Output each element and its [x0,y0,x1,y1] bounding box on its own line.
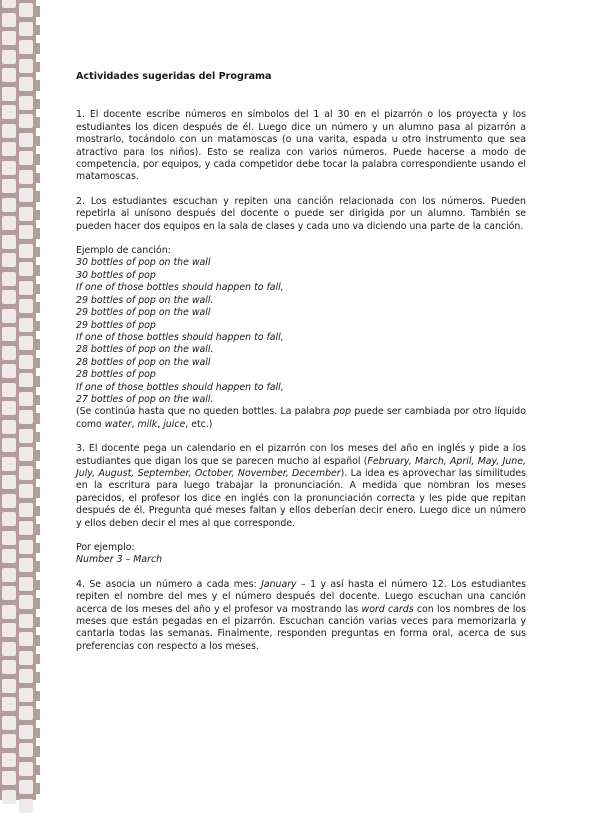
strip-square [19,614,33,628]
song-lines [76,257,526,406]
strip-notch [36,202,42,210]
strip-square [2,179,16,193]
strip-square [2,623,16,637]
strip-notch [36,17,42,25]
strip-notch [36,683,42,691]
strip-square [2,605,16,619]
strip-square [2,457,16,471]
strip-square [2,327,16,341]
strip-notch [36,461,42,469]
strip-notch [36,257,42,265]
strip-square [2,253,16,267]
strip-square [19,762,33,776]
strip-notch [36,553,42,561]
strip-square [19,447,33,461]
strip-square [19,725,33,739]
strip-square [19,392,33,406]
strip-square [2,142,16,156]
song-line: If one of those bottles should happen to fall, [76,331,284,343]
strip-notch [36,701,42,709]
strip-square [19,503,33,517]
strip-square [19,484,33,498]
strip-square [19,262,33,276]
strip-square [19,170,33,184]
strip-square [19,336,33,350]
song-line: If one of those bottles should happen to fall, [76,282,284,294]
strip-square [2,13,16,27]
strip-notch [36,664,42,672]
strip-square [19,40,33,54]
song-line: 30 bottles of pop [76,269,156,281]
strip-notch [36,590,42,598]
document-body [76,71,526,665]
strip-square [2,753,16,767]
strip-notch [36,350,42,358]
strip-square [2,642,16,656]
strip-square [2,494,16,508]
strip-notch [36,738,42,746]
strip-square [19,244,33,258]
strip-square [19,521,33,535]
strip-square [19,96,33,110]
strip-notch [36,535,42,543]
strip-square [19,429,33,443]
strip-square [19,22,33,36]
strip-square [2,87,16,101]
song-line: 29 bottles of pop on the wall. [76,294,214,306]
strip-square [19,558,33,572]
strip-square [2,309,16,323]
document-title: Actividades sugeridas del Programa [76,71,272,82]
activity-1: 1. El docente escribe números en símbolos del 1 al 30 en el pizarrón o los proyecta y los estudiantes los dicen después de él. Luego dice un número y un alumno pasa al pizarrón a mostrarlo, tocándolo con un matamoscas (o una varita, espada u otro instrumento que sea atractivo para los niños). Esto se realiza con varios números. Puede hacerse a modo de competencia, por equipos, y cada competidor debe tocar la palabra correspondiente usando el matamoscas. [76,109,526,183]
strip-notch [36,498,42,506]
strip-square [2,660,16,674]
strip-square [2,475,16,489]
strip-square [19,318,33,332]
decorative-border-strip [0,0,40,800]
strip-square [19,595,33,609]
strip-square [2,161,16,175]
strip-square [2,568,16,582]
strip-square [2,771,16,785]
song-line: 29 bottles of pop [76,319,156,331]
strip-square [2,383,16,397]
strip-notch [36,516,42,524]
strip-square [19,651,33,665]
strip-square [2,364,16,378]
strip-square [2,198,16,212]
strip-square [2,290,16,304]
strip-square [2,124,16,138]
strip-square [19,188,33,202]
song-line: 29 bottles of pop on the wall [76,307,211,319]
strip-notch [36,128,42,136]
strip-square [19,299,33,313]
strip-notch [36,54,42,62]
strip-square [19,133,33,147]
example-block [76,542,526,567]
strip-square [2,420,16,434]
strip-square [19,540,33,554]
strip-square [2,679,16,693]
strip-square [19,114,33,128]
strip-square [19,743,33,757]
strip-square [19,59,33,73]
strip-notch [36,757,42,765]
strip-square [2,235,16,249]
strip-square [2,438,16,452]
song-line: If one of those bottles should happen to fall, [76,381,284,393]
strip-notch [36,424,42,432]
strip-notch [36,368,42,376]
strip-notch [36,239,42,247]
strip-notch [36,0,42,6]
example-line: Number 3 – March [76,554,163,566]
strip-square [19,466,33,480]
strip-notch [36,720,42,728]
strip-square [2,31,16,45]
strip-square [19,3,33,17]
strip-square [2,734,16,748]
strip-square [2,105,16,119]
song-example [76,245,526,431]
strip-square [19,225,33,239]
strip-square [19,410,33,424]
strip-square [2,586,16,600]
strip-square [19,688,33,702]
strip-notch [36,442,42,450]
song-line: 28 bottles of pop on the wall [76,356,211,368]
strip-square [2,549,16,563]
strip-notch [36,183,42,191]
strip-square [19,577,33,591]
strip-square [2,790,16,804]
strip-square [19,355,33,369]
strip-notch [36,313,42,321]
strip-notch [36,109,42,117]
strip-notch [36,331,42,339]
activity-3: 3. El docente pega un calendario en el pizarrón con los meses del año en inglés y pide a los estudiantes que digan los que se parecen mucho al español (February, March, April, May, June, July, August, September, October, November, December). La idea es aprovechar las similitudes en la escritura para luego trabajar la pronunciación. A medida que nombran los meses parecidos, el profesor los dice en inglés con la pronunciación correcta y les pide que repitan después de él. Pregunta qué meses faltan y ellos deberían decir enero. Luego dice un número y ellos deben decir el mes al que corresponde. [76,443,526,529]
strip-notch [36,294,42,302]
song-line: 27 bottles of pop on the wall. [76,393,214,405]
strip-square [2,716,16,730]
strip-square [19,281,33,295]
strip-square [19,799,33,813]
strip-square [2,272,16,286]
strip-square [2,68,16,82]
activity-4: 4. Se asocia un número a cada mes: January – 1 y así hasta el número 12. Los estudiantes repiten el nombre del mes y el número después del docente. Luego escuchan una canción acerca de los meses del año y el profesor va mostrando las word cards con los nombres de los meses que están pegadas en el pizarrón. Escuchan canción varias veces para memorizarla y cantarla todas las semanas. Finalmente, responden preguntas en forma oral, acerca de sus preferencias con respecto a los meses. [76,578,527,652]
song-line: 28 bottles of pop [76,369,156,381]
strip-notch [36,775,42,783]
strip-square [2,531,16,545]
example-intro: Por ejemplo: [76,542,135,553]
strip-square [2,346,16,360]
strip-notch [36,405,42,413]
strip-square [19,151,33,165]
strip-notch [36,91,42,99]
strip-square [2,401,16,415]
strip-square [19,373,33,387]
strip-notch [36,609,42,617]
strip-square [19,207,33,221]
song-line: 30 bottles of pop on the wall [76,257,211,269]
song-note: (Se continúa hasta que no queden bottles. La palabra pop puede ser cambiada por otro líquido como water, milk, juice, etc.) [76,406,526,430]
strip-square [2,512,16,526]
strip-notch [36,572,42,580]
strip-notch [36,627,42,635]
strip-notch [36,35,42,43]
strip-notch [36,165,42,173]
strip-square [2,697,16,711]
strip-notch [36,479,42,487]
strip-square [2,0,16,8]
strip-square [19,77,33,91]
strip-notch [36,646,42,654]
strip-notch [36,794,42,802]
strip-square [2,216,16,230]
strip-notch [36,220,42,228]
activity-2: 2. Los estudiantes escuchan y repiten una canción relacionada con los números. Pueden repetirla al unísono después del docente o puede ser dirigida por un alumno. También se pueden hacer dos equipos en la sala de clases y cada uno va diciendo una parte de la canción. [76,195,526,232]
song-intro: Ejemplo de canción: [76,245,171,257]
strip-notch [36,146,42,154]
strip-notch [36,387,42,395]
strip-notch [36,276,42,284]
strip-square [19,669,33,683]
strip-square [19,706,33,720]
song-line: 28 bottles of pop on the wall. [76,344,214,356]
strip-notch [36,72,42,80]
strip-square [2,50,16,64]
strip-square [19,632,33,646]
strip-square [19,780,33,794]
